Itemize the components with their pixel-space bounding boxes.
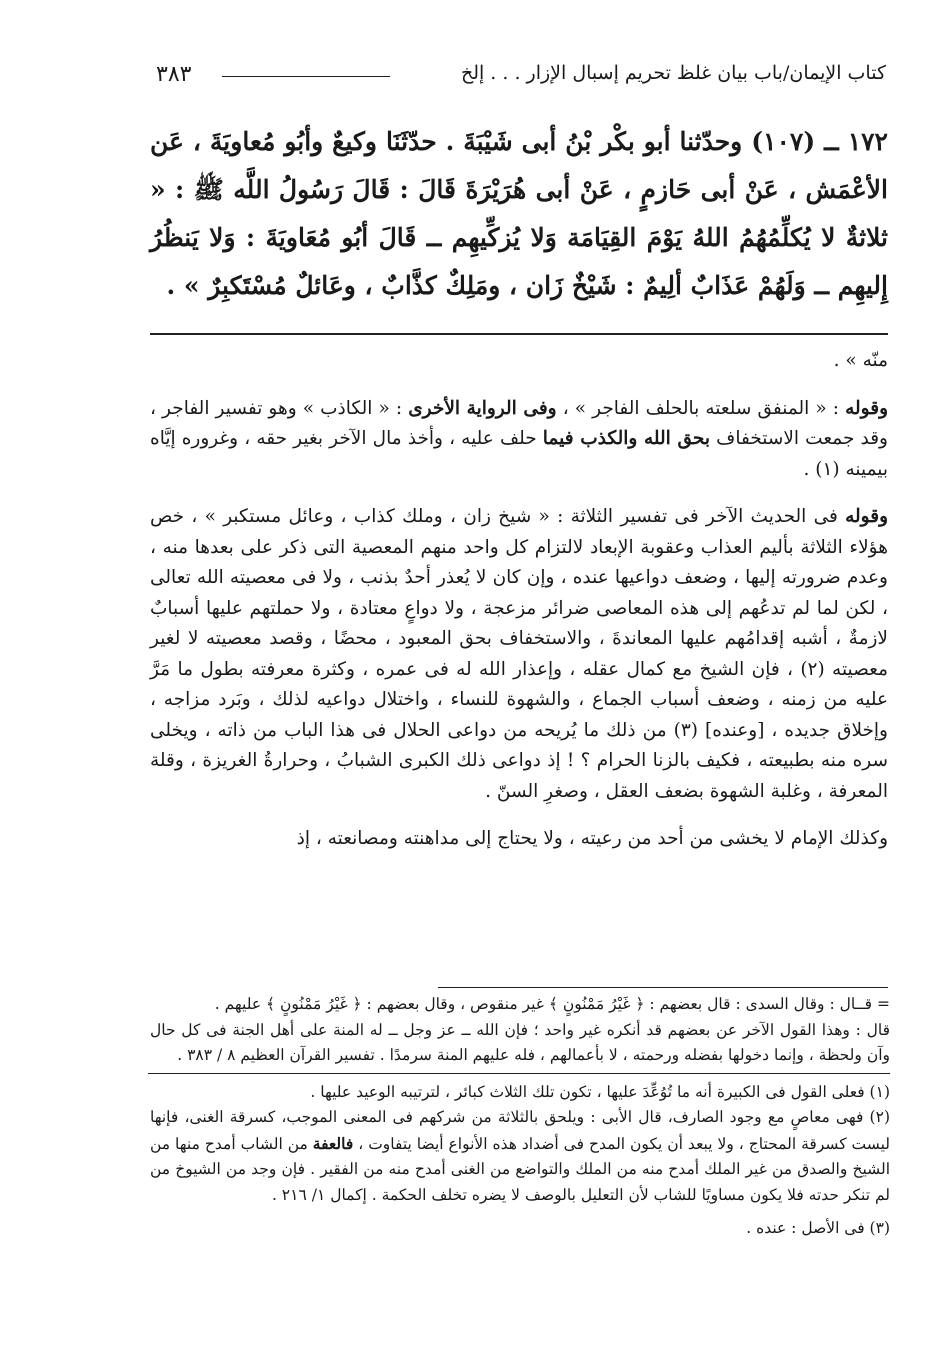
footnote-1: (١) فعلى القول فى الكبيرة أنه ما تُوُعِّدَ عليها ، تكون تلك الثلاث كبائر ، لترتيبه الوعيد عليها . bbox=[310, 1082, 890, 1101]
footnote-continued: = قــال : وقال السدى : قال بعضهم : ﴿ غَيْرُ مَمْنُونٍ ﴾ غير منقوص ، وقال بعضهم : ﴿ غَيْرُ مَمْنُونٍ ﴾ عليهم . bbox=[214, 995, 890, 1013]
commentary-text: حلف عليه ، وأخذ مال الآخر بغير حقه ، وغروره إيَّاه بيمينه (١) . bbox=[150, 428, 888, 480]
footnote-bold: فالعفة bbox=[312, 1133, 354, 1153]
page-header bbox=[150, 58, 886, 92]
footnote-2 bbox=[150, 1105, 890, 1208]
commentary-lead: وقوله bbox=[845, 397, 888, 419]
footnote-continued: قال : وهذا القول الآخر عن بعضهم قد أنكره غير واحد ؛ فإن الله ــ عز وجل ــ له المنة على أهل الجنة فى كل حال وآن ولحظة ، وإنما دخولها بفضله ورحمته ، لا بأعمالهم ، فله عليهم المنة سرمدًا . تفسير القرآن العظيم ٨ / ٣٨٣ . bbox=[150, 1020, 890, 1064]
hadith-paragraph: ١٧٢ ــ (١٠٧) وحدّثنا أبو بكْر بْنُ أبى شَيْبَةَ . حدّثَنَا وكيعٌ وأبُو مُعاويَةَ ، عَن الأعْمَش ، عَنْ أبى حَازمٍ ، عَنْ أبى هُرَيْرَةَ قَالَ : قَالَ رَسُولُ اللَّه ﷺ : « ثلاثةٌ لا يُكلِّمُهُمُ اللهُ يَوْمَ القِيَامَة وَلا يُزكِّيهِم ــ قَالَ أبُو مُعَاويَةَ : وَلا يَنظُرُ إِليهِم ــ وَلَهُمْ عَذَابٌ ألِيمٌ : شَيْخٌ زَان ، ومَلِكٌ كذَّابٌ ، وعَائلٌ مُسْتَكبِرٌ » . bbox=[150, 127, 888, 300]
commentary-carryover: منّه » . bbox=[833, 350, 888, 371]
main-text-rule bbox=[150, 333, 888, 335]
header-rule bbox=[222, 76, 390, 77]
hadith-text bbox=[150, 118, 888, 310]
running-title: كتاب الإيمان/باب بيان غلظ تحريم إسبال الإزار . . . إلخ bbox=[460, 62, 886, 84]
commentary-bold: بحق الله والكذب فيما bbox=[542, 428, 711, 449]
footnote-text: (٢) فهى معاصٍ مع وجود الصارف، قال الأبى : ويلحق بالثلاثة من شركهم فى المعنى الموجب، كسرقة الغنى، فإنها ليست كسرقة المحتاج ، ولا يبعد أن يكون المدح فى أضداد هذه الأنواع أيضا يتفاوت ، bbox=[150, 1108, 890, 1153]
footnote-rule bbox=[438, 987, 888, 988]
commentary-paragraph-2 bbox=[150, 502, 888, 807]
commentary-text: : « المنفق سلعته بالحلف الفاجر » ، bbox=[556, 397, 846, 419]
commentary-paragraph-3: وكذلك الإمام لا يخشى من أحد من رعيته ، ولا يحتاج إلى مداهنته ومصانعته ، إذ bbox=[296, 828, 888, 849]
footnotes bbox=[150, 992, 890, 1242]
footnote-separator bbox=[148, 1073, 890, 1074]
commentary-bold: وفى الرواية الأخرى bbox=[408, 397, 557, 419]
commentary-text: : « الكاذب » وهو تفسير الفاجر ، وقد جمعت الاستخفاف bbox=[150, 397, 888, 449]
footnote-text: من الشاب أمدح منها من الشيخ والصدق من غير الملك أمدح منه من الملك والتواضع من الغنى أمدح منه من الفقير . فإن وجد من الشيوخ من لم تنكر حدته فلا يكون مساويًا للشاب لأن التعليل بالوصف لا يضره تخلف الحكمة . إكمال ١/ ٢١٦ . bbox=[150, 1134, 890, 1204]
commentary-text: فى الحديث الآخر فى تفسير الثلاثة : « شيخ زان ، وملك كذاب ، وعائل مستكبر » ، خص هؤلاء الثلاثة بأليم العذاب وعقوبة الإبعاد لالتزام كل واحد منهم المعصية التى ذكر على بعدها منه ، وعدم ضرورته إليها ، وضعف دواعيها عنده ، وإن كان لا يُعذر أحدٌ بذنب ، ولا فى معصيته الله تعالى ، لكن لما لم تدعُهم إلى هذه المعاصى ضرائر مزعجة ، ولا دواعٍ معتادة ، ولا حملتهم عليها أسبابٌ لازمةٌ ، أشبه إقدامُهم عليها المعاندةَ ، والاستخفاف بحق المعبود ، محضًا ، وقصد معصيته لا لغير معصيته (٢) ، فإن الشيخ مع كمال عقله ، وإعذار الله له فى عمره ، وكثرة معرفته بطول ما مَرَّ عليه من زمنه ، وضعف أسباب الجماع ، والشهوة للنساء ، واختلال دواعيه لذلك ، وبَرد مزاجه ، وإخلاق جديده ، [وعنده] (٣) من ذلك ما يُريحه من دواعى الحلال فى هذا الباب من ذاته ، ويخلى سره منه بطبيعته ، فكيف بالزنا الحرام ؟ ! إذ دواعى ذلك الكبرى الشبابُ ، وحرارةُ الغريزة ، وقلة المعرفة ، وغلبة الشهوة بضعف العقل ، وصغرِ السنّ . bbox=[150, 506, 888, 802]
footnote-3: (٣) فى الأصل : عنده . bbox=[746, 1219, 890, 1237]
commentary-paragraph-1 bbox=[150, 394, 888, 486]
page-number: ٣٨٣ bbox=[156, 62, 192, 87]
commentary-lead: وقوله bbox=[845, 506, 888, 527]
commentary bbox=[150, 346, 888, 855]
